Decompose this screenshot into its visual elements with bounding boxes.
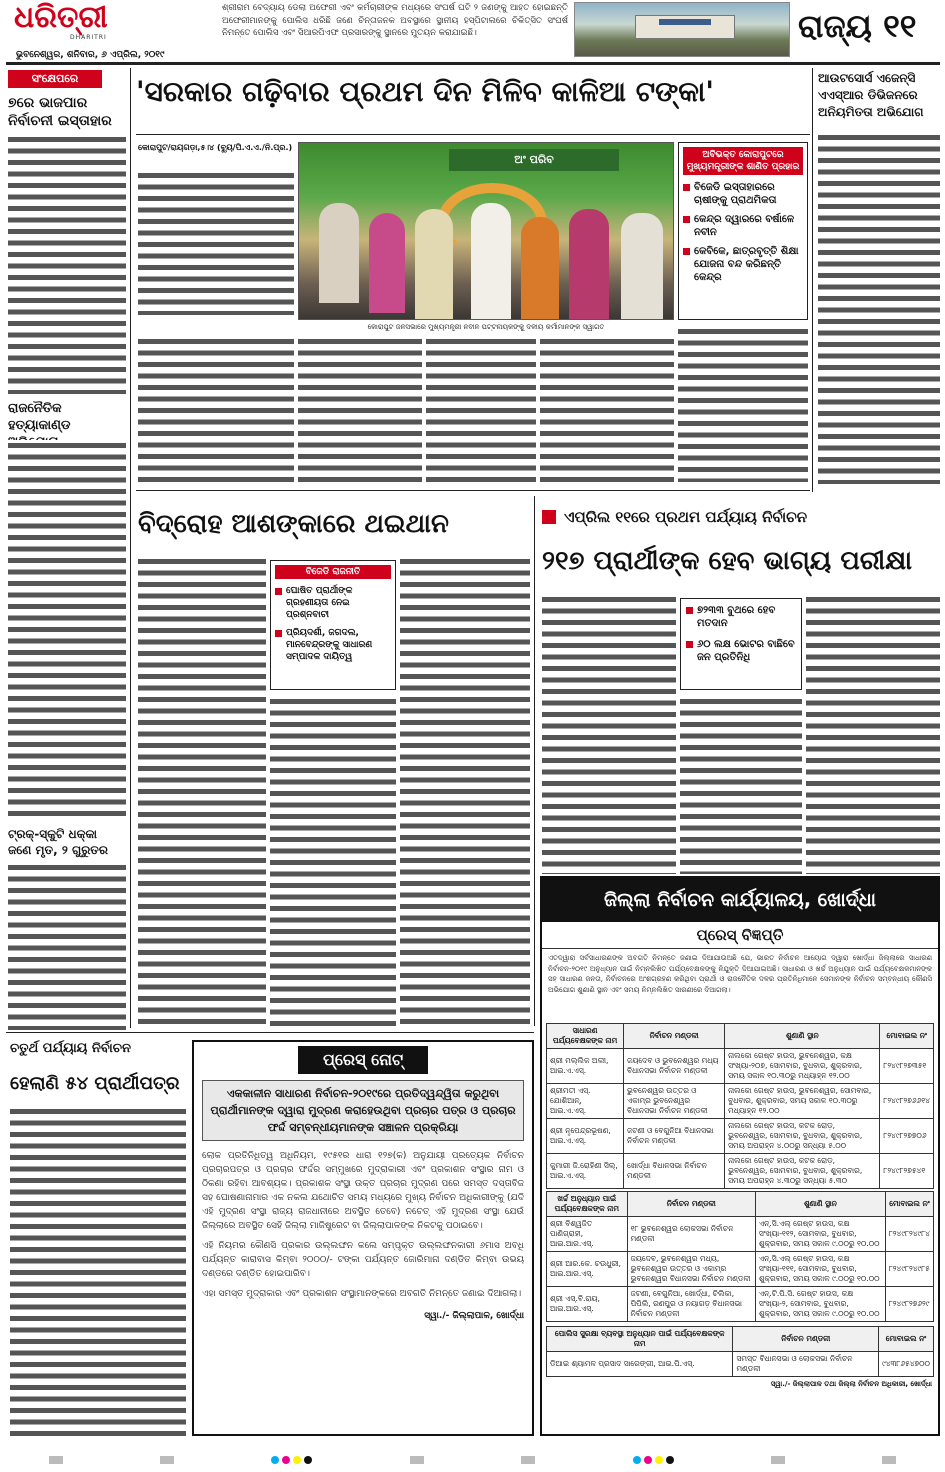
brief-body-3: [8, 862, 126, 1030]
observer-table-expense: [546, 1191, 934, 1322]
table-cell: ସମସ୍ତ ବିଧାନସଭା ଓ ଲୋକସଭା ନିର୍ବାଚନ ମଣ୍ଡଳୀ: [733, 1352, 879, 1377]
table-cell: ଶ୍ରୀ ବିଶ୍ୱଜିତ ପାଣିଗ୍ରାହୀ, ଆଇ.ଆର.ଏସ୍.: [547, 1217, 628, 1252]
table-header: ନିର୍ବାଚନ ମଣ୍ଡଳୀ: [733, 1327, 879, 1352]
election-headline: ୨୧୭ ପ୍ରାର୍ଥୀଙ୍କ ହେବ ଭାଗ୍ୟ ପରୀକ୍ଷା: [542, 546, 913, 576]
table-cell: ୮୨୪୯୮୨୭୬୨୯: [885, 1287, 933, 1322]
table-cell: ଜଟଣୀ, ବେଗୁନିଆ, ଖୋର୍ଦ୍ଧା, ଚିଲିକା, ପିପିଲି, ରଣପୁର ଓ ନୟାଗଡ଼ ବିଧାନସଭା ନିର୍ବାଚନ ମଣ୍ଡଳୀ: [627, 1287, 755, 1322]
table-row: [547, 1287, 934, 1322]
table-cell: ଏନ୍.ସି.ଏଲ୍ ଗେଷ୍ଟ ହାଉସ, କକ୍ଷ ସଂଖ୍ୟା-୧୧୧, ସୋମବାର, ବୁଧବାର, ଶୁକ୍ରବାର, ସମୟ ସକାଳ ୯.୦୦ରୁ ୧୦.୦୦: [755, 1252, 885, 1287]
district-notice: [540, 876, 940, 1436]
table-cell: ନାଲକୋ ଗେଷ୍ଟ ହାଉସ, ଭୁବନେଶ୍ୱର, କକ୍ଷ ସଂଖ୍ୟା-୨୦୭, ସୋମବାର, ବୁଧବାର, ଶୁକ୍ରବାର, ସମୟ ସକାଳ ୧୦.୩୦ରୁ ମଧ୍ୟାହ୍ନ ୧୨.୦୦: [725, 1049, 880, 1084]
lead-bullet-2: କେନ୍ଦ୍ର ଦ୍ୱାରରେ ବର୍ଷାଳେ ନବୀନ: [683, 213, 803, 239]
table-cell: ଏନ୍.ଟି.ପି.ସି. ଗେଷ୍ଟ ହାଉସ, କକ୍ଷ ସଂଖ୍ୟା-୨, ସୋମବାର, ବୁଧବାର, ଶୁକ୍ରବାର, ସମୟ ସକାଳ ୯.୦୦ରୁ ୧୦.୦୦: [755, 1287, 885, 1322]
press-note: [192, 1040, 534, 1436]
print-registration-bar: [0, 1448, 945, 1472]
table-cell: ୯୪୩୮୬୫୪୭୦୦: [878, 1352, 933, 1377]
lead-body-col-1: [138, 170, 294, 315]
second-body-col-3: [400, 556, 530, 1026]
table-cell: ୮୨୪୯୮୨୭୩୫୧: [880, 1049, 934, 1084]
lead-photo-caption: କୋରାପୁଟ ଜନସଭାରେ ମୁଖ୍ୟମନ୍ତ୍ରୀ ନବୀନ ପଟ୍ଟନାୟକଙ୍କୁ ଦଳୀୟ କର୍ମୀମାନଙ୍କ ସ୍ୱାଗତ: [367, 323, 605, 331]
table-header: ମୋବାଇଲ ନଂ: [878, 1327, 933, 1352]
press-note-body-1: ଲୋକ ପ୍ରତିନିଧିତ୍ୱ ଅଧିନିୟମ, ୧୯୫୧ର ଧାରା ୧୨୭(କ) ଅନୁଯାୟୀ ପ୍ରତ୍ୟେକ ନିର୍ବାଚନ ପ୍ରଚାରପତ୍ର ଓ ପ୍ରଚାର ଫର୍ଦ୍ଦର ସମ୍ମୁଖରେ ମୁଦ୍ରାକାରୀ ଏବଂ ପ୍ରକାଶନ ସଂସ୍ଥାର ନାମ ଓ ଠିକଣା ରହିବା ଆବଶ୍ୟକ। ପ୍ରକାଶକ ସଂସ୍ଥା ଉକ୍ତ ପ୍ରଚାର ମୁଦ୍ରଣ ପରେ ସମସ୍ତ ଦସ୍ତାବିଜ ସହ ଘୋଷଣାନାମାର ଏକ ନକଲ ଯଥୋଚିତ ସମୟ ମଧ୍ୟରେ ମୁଖ୍ୟ ନିର୍ବାଚନ ଅଧିକାରୀଙ୍କୁ (ଯଦି ଏହି ମୁଦ୍ରଣ ସଂସ୍ଥା ରାଜ୍ୟ ରାଜଧାନୀରେ ଅବସ୍ଥିତ ତେବେ) ନଚେତ୍ ଏହି ମୁଦ୍ରଣ ସଂସ୍ଥା ଯେଉଁ ଜିଲ୍ଲାରେ ଅବସ୍ଥିତ ସେହି ଜିଲ୍ଲା ମାଜିଷ୍ଟ୍ରେଟ ବା ଜିଲ୍ଲାପାଳଙ୍କ ନିକଟକୁ ପଠାଇବେ।: [202, 1151, 524, 1231]
table-cell: ଜଟଣୀ ଓ ବେଗୁନିଆ ବିଧାନସଭା ନିର୍ବାଚନ ମଣ୍ଡଳୀ: [624, 1119, 725, 1154]
table-header: ମୋବାଇଲ ନଂ: [885, 1192, 933, 1217]
lead-photo: ଅଂ ପରିବ: [298, 142, 674, 320]
table-cell: ୮୨୪୯୮୨୪୯୮୫: [885, 1252, 933, 1287]
table-cell: ୮୨୪୯୮୨୪୯୮୪: [885, 1217, 933, 1252]
table-cell: ଶ୍ରୀମତୀ ଏସ୍. ଯୋଶିଆନ୍, ଆଇ.ଏ.ଏସ୍.: [547, 1084, 624, 1119]
second-body-col-2: [270, 696, 396, 1026]
lead-sidebar-title: ଅବିଭକ୍ତ କୋରାପୁଟରେ ମୁଖ୍ୟମନ୍ତ୍ରୀଙ୍କ ଶାଣିତ ପ୍ରହାର: [683, 147, 803, 175]
table-header: ନିର୍ବାଚନ ମଣ୍ଡଳୀ: [627, 1192, 755, 1217]
election-bullet-1: ୭୨୩୩ ବୁଥରେ ହେବ ମତଦାନ: [686, 604, 796, 630]
district-sign: ସ୍ୱା./- ଜିଲ୍ଲାପାଳ ତଥା ଜିଲ୍ଲା ନିର୍ବାଚନ ଅଧିକାରୀ, ଖୋର୍ଦ୍ଧା: [770, 1380, 932, 1388]
election-body-col-2: [680, 696, 802, 874]
table-cell: ୮୨୪୯୮୨୭୬୬୧୪: [880, 1084, 934, 1119]
table-header: ଖର୍ଚ୍ଚ ଅନୁଧ୍ୟାନ ପାଇଁ ପର୍ଯ୍ୟବେକ୍ଷକଙ୍କ ନାମ: [547, 1192, 628, 1217]
lead-body-col-5: [540, 336, 674, 482]
brief-headline-1: ୭ରେ ଭାଜପାର ନିର୍ବାଚନୀ ଇସ୍ତାହାର: [8, 95, 112, 129]
press-note-sign: ସ୍ୱା./- ଜିଲ୍ଲାପାଳ, ଖୋର୍ଦ୍ଧା: [424, 1311, 524, 1321]
election-body-col-3: [806, 594, 940, 874]
table-cell: ଶ୍ରୀ ଏସ୍.ବି.ରାୟ, ଆଇ.ଆର.ଏସ୍.: [547, 1287, 628, 1322]
left-col-divider: [130, 68, 131, 1028]
election-kicker-text: ଏପ୍ରିଲ ୧୧ରେ ପ୍ରଥମ ପର୍ଯ୍ୟାୟ ନିର୍ବାଚନ: [564, 508, 808, 526]
table-cell: କୁମାରୀ ଜି.ରୋହିଣୀ ସିଲ୍, ଆଇ.ଏ.ଏସ୍.: [547, 1154, 624, 1189]
second-bullet-1: ଘୋଷିତ ପ୍ରାର୍ଥୀଙ୍କ ଗ୍ରହଣୀୟତା ନେଇ ପ୍ରଶ୍ନବାଚୀ: [275, 585, 391, 621]
table-cell: ଏନ୍.ସି.ଏଲ୍ ଗେଷ୍ଟ ହାଉସ, କକ୍ଷ ସଂଖ୍ୟା-୧୧୨, ସୋମବାର, ବୁଧବାର, ଶୁକ୍ରବାର, ସମୟ ସକାଳ ୯.୦୦ରୁ ୧୦.୦୦: [755, 1217, 885, 1252]
right-body: [818, 132, 940, 484]
brief-body-1: [8, 134, 126, 394]
press-note-body-2: ଏହି ନିୟମର କୌଣସି ପ୍ରକାର ଉଲ୍ଲଙ୍ଘନ କଲେ ସମ୍ପୃକ୍ତ ଉଲ୍ଲଙ୍ଘନକାରୀ ୬ମାସ ଅବଧି ପର୍ଯ୍ୟନ୍ତ କାରାବାସ କିମ୍ବା ୨୦୦୦/- ଟଙ୍କା ପର୍ଯ୍ୟନ୍ତ ଜୋରିମାନା ଦଣ୍ଡିତ କିମ୍ବା ଉଭୟ ଦଣ୍ଡରେ ଦଣ୍ଡିତ ହୋଇପାରିବ।: [202, 1241, 524, 1279]
election-bullet-2: ୬୦ ଲକ୍ଷ ଭୋଟର ବାଛିବେ ଜନ ପ୍ରତିନିଧି: [686, 638, 796, 664]
second-sidebar-title: ବିଜେଡି ରାଜନୀତି: [275, 565, 391, 579]
table-row: [547, 1352, 934, 1377]
top-story-photo: [574, 2, 790, 57]
table-cell: ଜୟଦେବ, ଭୁବନେଶ୍ୱର ମଧ୍ୟ, ଭୁବନେଶ୍ୱର ଉତ୍ତର ଓ ଏକାମ୍ର ଭୁବନେଶ୍ୱର ବିଧାନସଭା ନିର୍ବାଚନ ମଣ୍ଡଳୀ: [627, 1252, 755, 1287]
table-cell: ଡିଆଇ ଶ୍ୟାମଳ ପ୍ରସାଦ ସାରେଙ୍ଗୀ, ଆଇ.ପି.ଏସ୍.: [547, 1352, 733, 1377]
brief-headline-2: ରାଜନୈତିକ ହତ୍ୟାକାଣ୍ଡ: [8, 401, 71, 433]
table-header: ମୋବାଇଲ ନଂ: [880, 1024, 934, 1049]
district-banner: ଜିଲ୍ଲା ନିର୍ବାଚନ କାର୍ଯ୍ୟାଳୟ, ଖୋର୍ଦ୍ଧା: [542, 878, 938, 922]
top-story-text: ଶ୍ରୀରାମ ବେଦ୍ୟାୟ ଡେଲା ଅଫେରୀ ଏବଂ କର୍ମଚାରୀଙ୍କ ମଧ୍ୟରେ ସଂଘର୍ଷ ଘଟି ୨ ଜଣଙ୍କୁ ଆହତ ହୋଇଛନ୍ତି ଅଫେରୀମାନଙ୍କୁ ପୋଲିସ ଧରିଛି ଜଣେ ଚିନ୍ତାଜନକ ଅବସ୍ଥାରେ ସ୍ଥାନୀୟ ହସ୍ପିଟାଲରେ ଚିକିତ୍ସିତ ସଂଘର୍ଷ ନିମନ୍ତେ ପୋଲିସ ଏବଂ ସିଆରପିଏଫ ପ୍ରସାରଙ୍କୁ ସ୍ଥାନରେ ମୁତୟନ କରାଯାଇଛି।: [222, 3, 568, 38]
table-row: [547, 1217, 934, 1252]
table-cell: ନାଲକୋ ଗେଷ୍ଟ ହାଉସ, କଟକ ରୋଡ଼, ଭୁବନେଶ୍ୱର, ସୋମବାର, ବୁଧବାର, ଶୁକ୍ରବାର, ସମୟ ଅପରାହ୍ନ ୪.୩୦ରୁ ସନ୍ଧ୍ୟା ୫.୩୦: [725, 1154, 880, 1189]
district-title: ପ୍ରେସ୍ ବିଜ୍ଞପ୍ତି: [542, 922, 938, 949]
table-header: ଶୁଣାଣି ସ୍ଥାନ: [755, 1192, 885, 1217]
table-cell: ଶ୍ରୀ ମଲ୍ଲିକ ଅଲୀ, ଆଇ.ଏ.ଏସ୍.: [547, 1049, 624, 1084]
table-cell: ୮୨୪୯୮୨୭୭୦୬: [880, 1119, 934, 1154]
election-sidebar: [680, 598, 802, 690]
fourth-headline: ହେଲାଣି ୫୪ ପ୍ରାର୍ଥୀପତ୍ର: [10, 1073, 180, 1094]
brief-headline-3: ଟ୍ରକ୍-ସ୍କୁଟି ଧକ୍କା ଜଣେ ମୃତ, ୨ ଗୁରୁତର: [8, 827, 108, 857]
page-number: ୧୧: [883, 7, 917, 45]
right-col-divider: [812, 68, 813, 492]
table-row: [547, 1252, 934, 1287]
table-cell: ଶ୍ରୀ ଆର.କେ. ଚଉଧୁରୀ, ଆଇ.ଆର.ଏସ୍.: [547, 1252, 628, 1287]
lead-rule: [136, 134, 810, 135]
table-row: [547, 1154, 934, 1189]
table-cell: ନାଲକୋ ଗେଷ୍ଟ ହାଉସ, କଟକ ରୋଡ଼, ଭୁବନେଶ୍ୱର, ସୋମବାର, ବୁଧବାର, ଶୁକ୍ରବାର, ସମୟ ଅପରାହ୍ନ ୪.୦୦ରୁ ସନ୍ଧ୍ୟା ୫.୦୦: [725, 1119, 880, 1154]
lead-body-col-3: [298, 336, 422, 482]
masthead-rule: [6, 62, 940, 65]
second-bullet-2: ପ୍ରିୟଦର୍ଶୀ, ଜଗଦଲ, ମାନବେନ୍ଦ୍ରଙ୍କୁ ସାଧାରଣ ସମ୍ପାଦକ ଦାୟିତ୍ୱ: [275, 627, 391, 663]
table-row: [547, 1119, 934, 1154]
observer-table-general: [546, 1023, 934, 1189]
table-header: ଶୁଣାଣି ସ୍ଥାନ: [725, 1024, 880, 1049]
table-cell: ଭୁବନେଶ୍ୱର ଉତ୍ତର ଓ ଏକାମ୍ର ଭୁବନେଶ୍ୱର ବିଧାନସଭା ନିର୍ବାଚନ ମଣ୍ଡଳୀ: [624, 1084, 725, 1119]
fourth-body: [10, 1106, 186, 1436]
brief-tag: ସଂକ୍ଷେପରେ: [8, 70, 102, 88]
table-row: [547, 1084, 934, 1119]
table-cell: ଖୋର୍ଦ୍ଧା ବିଧାନସଭା ନିର୍ବାଚନ ମଣ୍ଡଳୀ: [624, 1154, 725, 1189]
press-note-body-3: ଏହା ସମସ୍ତ ମୁଦ୍ରାକାର ଏବଂ ପ୍ରକାଶନ ସଂସ୍ଥାମାନଙ୍କରେ ଅବଗତି ନିମନ୍ତେ ଜଣାଇ ଦିଆଗଲା।: [202, 1289, 522, 1299]
lead-body-col-4: [426, 336, 536, 482]
lead-body-col-2: [138, 336, 294, 482]
second-sidebar: [270, 560, 396, 690]
logo-sub: DHARITRI: [70, 34, 107, 41]
dateline: ଭୁବନେଶ୍ୱର, ଶନିବାର, ୬ ଏପ୍ରିଲ, ୨୦୧୯: [16, 50, 165, 60]
brief-body-2: [8, 440, 126, 820]
press-note-subtitle: ଏକକାଳୀନ ସାଧାରଣ ନିର୍ବାଚନ-୨୦୧୯ରେ ପ୍ରତିଦ୍ୱନ୍ଦ୍ୱିତା କରୁଥିବା ପ୍ରାର୍ଥୀମାନଙ୍କ ଦ୍ୱାରା ମୁଦ୍ରଣ କରାହେଉଥିବା ପ୍ରଚାର ପତ୍ର ଓ ପ୍ରଚାର ଫର୍ଦ୍ଦ ସମ୍ବନ୍ଧୀୟମାନଙ୍କ ସଞ୍ଚାଳନ ପ୍ରକ୍ରିୟା: [202, 1080, 524, 1141]
press-note-title: ପ୍ରେସ୍ ନୋଟ୍: [298, 1046, 428, 1074]
table-cell: ନାଲକୋ ଗେଷ୍ଟ ହାଉସ, ଭୁବନେଶ୍ୱର, ସୋମବାର, ବୁଧବାର, ଶୁକ୍ରବାର, ସମୟ ସକାଳ ୧୦.୩୦ରୁ ମଧ୍ୟାହ୍ନ ୧୨.୦୦: [725, 1084, 880, 1119]
second-headline: ବିଦ୍ରୋହ ଆଶଙ୍କାରେ ଥଇଥାନ: [138, 509, 449, 539]
lead-bullet-1: ବିଜେଡି ଇସ୍ତାହାରରେ ଚାଷୀଙ୍କୁ ପ୍ରାଥମିକତା: [683, 181, 803, 207]
district-intro: ଏତଦ୍ୱାରା ସର୍ବସାଧାରଣଙ୍କ ଅବଗତି ନିମନ୍ତେ ଜଣାଇ ଦିଆଯାଉଅଛି ଯେ, ଭାରତ ନିର୍ବାଚନ ଆୟୋଗ ଦ୍ୱାରା ଖୋର୍ଦ୍ଧା ଜିଲ୍ଲାରେ ସାଧାରଣ ନିର୍ବାଚନ-୨୦୧୯ ଅନୁଧ୍ୟାନ ପାଇଁ ନିମ୍ନଲିଖିତ ପର୍ଯ୍ୟବେକ୍ଷକଙ୍କୁ ନିଯୁକ୍ତି ଦିଆଯାଇଅଛି। ସାଧାରଣ ଓ ଖର୍ଚ୍ଚ ଅନୁଧ୍ୟାନ ପାଇଁ ପର୍ଯ୍ୟବେକ୍ଷକମାନଙ୍କ ସହ ସାଧାରଣ ଜନତା, ନିର୍ବାଚନରେ ଅଂଶଗ୍ରହଣ କରିଥିବା ପ୍ରାର୍ଥୀ ଓ ରାଜନୈତିକ ଦଳର ପ୍ରତିନିଧିମାନେ ସେମାନଙ୍କ ନିର୍ବାଚନ ସମ୍ବନ୍ଧୀୟ କୌଣସି ଅଭିଯୋଗ ଶୁଣାଣି ସ୍ଥାନ ଏବଂ ସମୟ ନିମ୍ନଲିଖିତ ସାରଣୀରେ ଦିଆଗଲା।: [548, 954, 932, 994]
table-cell: ଜୟଦେବ ଓ ଭୁବନେଶ୍ୱର ମଧ୍ୟ ବିଧାନସଭା ନିର୍ବାଚନ ମଣ୍ଡଳୀ: [624, 1049, 725, 1084]
logo-text: ଧରିତ୍ରୀ: [14, 0, 108, 35]
masthead-logo: [14, 2, 164, 46]
right-headline: ଆଉଟସୋର୍ସ ଏଜେନ୍ସି ଏଏସ୍‌ଆର ଡିଭିଜନରେ ଅନିୟମିତତା ଅଭିଯୋଗ: [818, 71, 924, 119]
second-body-col-1: [138, 556, 266, 1026]
lead-sidebar: [678, 142, 808, 320]
election-kicker: [542, 506, 938, 528]
table-header: ପୋଲିସ ସୁରକ୍ଷା ବ୍ୟବସ୍ଥା ଅନୁଧ୍ୟାନ ପାଇଁ ପର୍ଯ୍ୟବେକ୍ଷକଙ୍କ ନାମ: [547, 1327, 733, 1352]
table-cell: ଶ୍ରୀ ନୃପେନ୍ଦ୍ରଭୂଷଣ, ଆଇ.ଏ.ଏସ୍.: [547, 1119, 624, 1154]
lead-headline: 'ସରକାର ଗଢ଼ିବାର ପ୍ରଥମ ଦିନ ମିଳିବ କାଳିଆ ଟଙ୍କା': [136, 75, 714, 108]
observer-table-police: [546, 1326, 934, 1377]
section-title: [798, 8, 916, 44]
fourth-top-rule: [6, 1032, 534, 1033]
lead-body-col-6: [678, 326, 808, 482]
table-cell: ୮୨୪୯୮୨୭୫୪୧: [880, 1154, 934, 1189]
lead-bottom-rule: [136, 490, 810, 491]
table-cell: ୧୮ ଭୁବନେଶ୍ୱର ଲୋକସଭା ନିର୍ବାଚନ ମଣ୍ଡଳୀ: [627, 1217, 755, 1252]
lead-bullet-3: କେବିକେ, ଛାତ୍ରବୃତ୍ତି ଶିକ୍ଷା ଯୋଜନା ବନ୍ଦ କରିଛନ୍ତି କେନ୍ଦ୍ର: [683, 245, 803, 284]
section-name: ରାଜ୍ୟ: [798, 7, 872, 45]
table-header: ସାଧାରଣ ପର୍ଯ୍ୟବେକ୍ଷକଙ୍କ ନାମ: [547, 1024, 624, 1049]
lead-dateline: କୋରାପୁଟ/ରାୟଗଡ଼ା,୫।୪ (ବ୍ୟୁ/ପି.ଏ.ଏ./ନି.ପ୍ର.): [138, 143, 293, 152]
second-divider: [534, 496, 535, 1026]
fourth-kicker: ଚତୁର୍ଥ ପର୍ଯ୍ୟାୟ ନିର୍ବାଚନ: [10, 1041, 131, 1056]
table-row: [547, 1049, 934, 1084]
election-body-col-1: [542, 594, 676, 874]
table-header: ନିର୍ବାଚନ ମଣ୍ଡଳୀ: [624, 1024, 725, 1049]
